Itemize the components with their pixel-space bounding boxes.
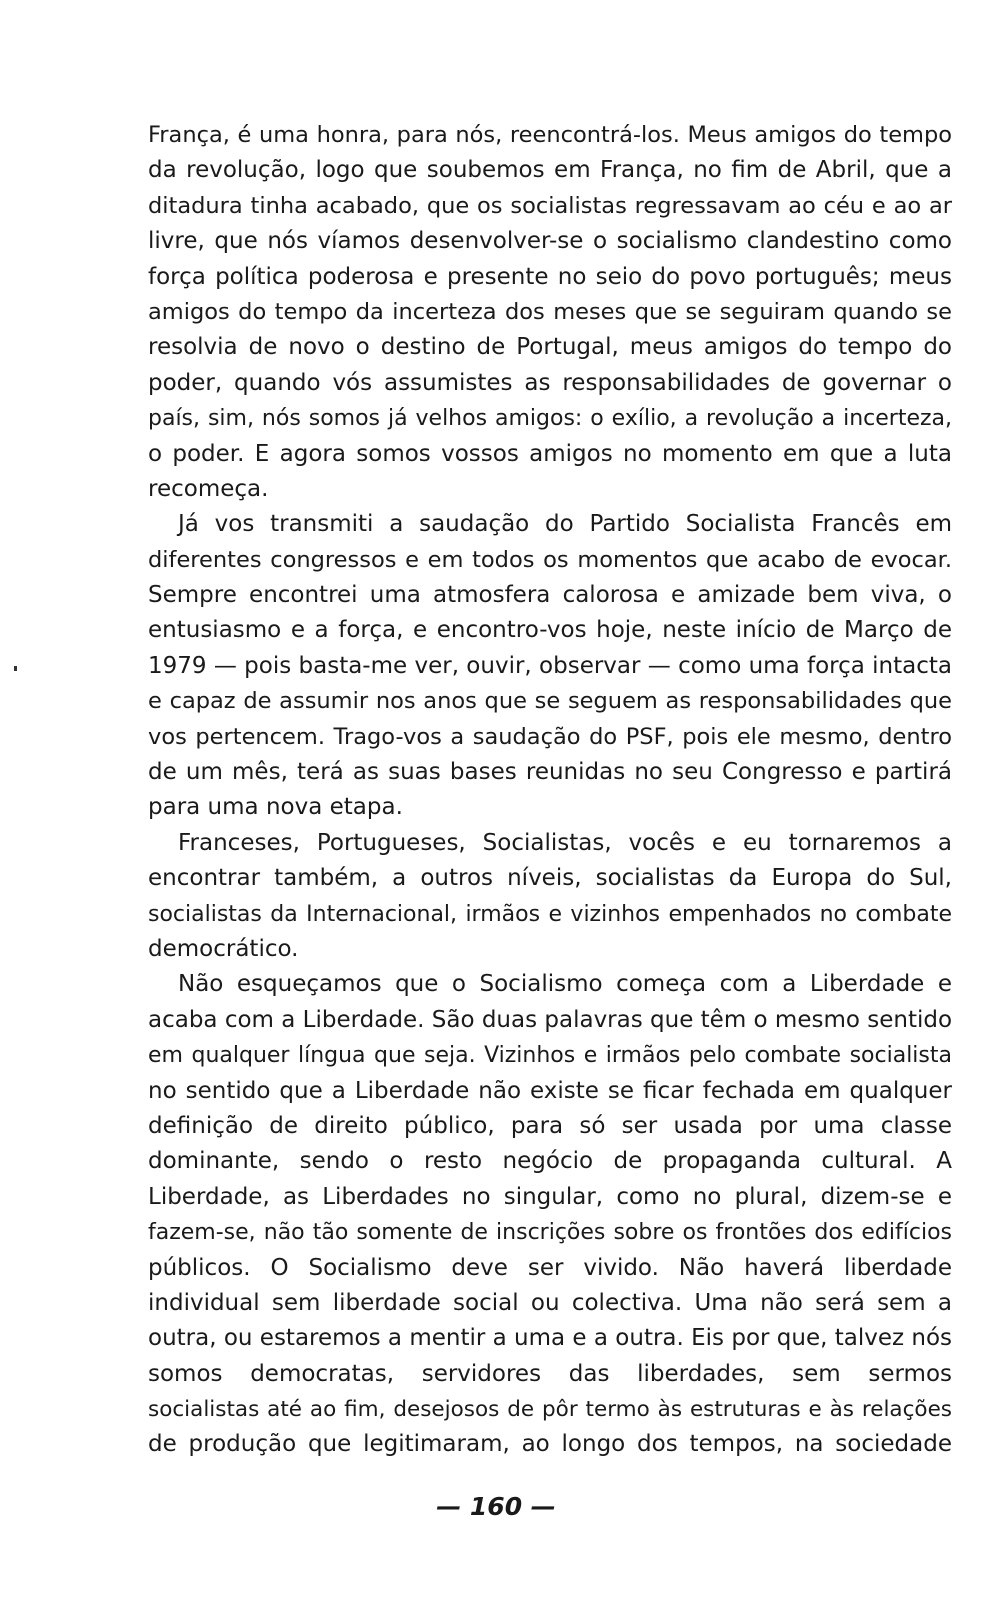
paragraph-start-line: Já vos transmiti a saudação do Partido Socialista Francês em	[178, 511, 952, 538]
text-line: públicos. O Socialismo deve ser vivido. Não haverá liberdade	[148, 1254, 952, 1281]
text-line: ditadura tinha acabado, que os socialistas regressavam ao céu e ao ar	[148, 192, 952, 219]
text-line: definição de direito público, para só ser usada por uma classe	[148, 1112, 952, 1139]
text-line: entusiasmo e a força, e encontro-vos hoje, neste início de Março de	[148, 617, 952, 644]
text-line: poder, quando vós assumistes as responsabilidades de governar o	[148, 369, 952, 396]
text-line: socialistas até ao fim, desejosos de pôr termo às estruturas e às relações	[148, 1397, 952, 1423]
text-line: dominante, sendo o resto negócio de propaganda cultural. A	[148, 1148, 952, 1175]
text-line: para uma nova etapa.	[148, 794, 403, 821]
paragraph-start-line: Franceses, Portugueses, Socialistas, vocês e eu tornaremos a	[178, 829, 952, 856]
page-number: — 160 —	[436, 1492, 556, 1521]
text-line: de produção que legitimaram, ao longo dos tempos, na sociedade	[148, 1431, 952, 1458]
text-line: força política poderosa e presente no seio do povo português; meus	[148, 263, 952, 290]
text-line: livre, que nós víamos desenvolver-se o socialismo clandestino como	[148, 228, 952, 255]
text-line: outra, ou estaremos a mentir a uma e a outra. Eis por que, talvez nós	[148, 1325, 953, 1352]
scan-speck	[14, 666, 17, 671]
text-line: país, sim, nós somos já velhos amigos: o exílio, a revolução a incerteza,	[148, 406, 952, 432]
text-line: no sentido que a Liberdade não existe se ficar fechada em qualquer	[148, 1077, 952, 1104]
text-line: França, é uma honra, para nós, reencontrá-los. Meus amigos do tempo	[148, 122, 952, 148]
text-line: recomeça.	[148, 475, 269, 502]
text-line: socialistas da Internacional, irmãos e vizinhos empenhados no combate	[148, 901, 952, 927]
text-line: vos pertencem. Trago-vos a saudação do PSF, pois ele mesmo, dentro	[148, 723, 952, 750]
text-line: encontrar também, a outros níveis, socialistas da Europa do Sul,	[148, 865, 952, 892]
text-line: em qualquer língua que seja. Vizinhos e irmãos pelo combate socialista	[148, 1043, 952, 1069]
text-line: fazem-se, não tão somente de inscrições sobre os frontões dos edifícios	[148, 1220, 952, 1246]
text-line: o poder. E agora somos vossos amigos no momento em que a luta	[148, 440, 952, 467]
text-line: da revolução, logo que soubemos em França, no fim de Abril, que a	[148, 157, 952, 184]
text-line: democrático.	[148, 935, 299, 962]
text-line: acaba com a Liberdade. São duas palavras que têm o mesmo sentido	[148, 1006, 953, 1033]
text-line: de um mês, terá as suas bases reunidas no seu Congresso e partirá	[148, 759, 952, 786]
text-line: diferentes congressos e em todos os momentos que acabo de evocar.	[148, 546, 952, 573]
text-line: 1979 — pois basta-me ver, ouvir, observar — como uma força intacta	[148, 652, 952, 679]
body-text	[148, 118, 952, 1463]
text-line: amigos do tempo da incerteza dos meses que se seguiram quando se	[148, 298, 952, 325]
text-line: e capaz de assumir nos anos que se seguem as responsabilidades que	[148, 688, 952, 715]
paragraph-start-line: Não esqueçamos que o Socialismo começa com a Liberdade e	[178, 971, 952, 998]
text-line: resolvia de novo o destino de Portugal, meus amigos do tempo do	[148, 334, 952, 361]
text-line: Sempre encontrei uma atmosfera calorosa e amizade bem viva, o	[148, 582, 952, 609]
text-line: somos democratas, servidores das liberdades, sem sermos	[148, 1360, 952, 1387]
text-line: Liberdade, as Liberdades no singular, como no plural, dizem-se e	[148, 1183, 952, 1210]
text-line: individual sem liberdade social ou colectiva. Uma não será sem a	[148, 1289, 952, 1316]
